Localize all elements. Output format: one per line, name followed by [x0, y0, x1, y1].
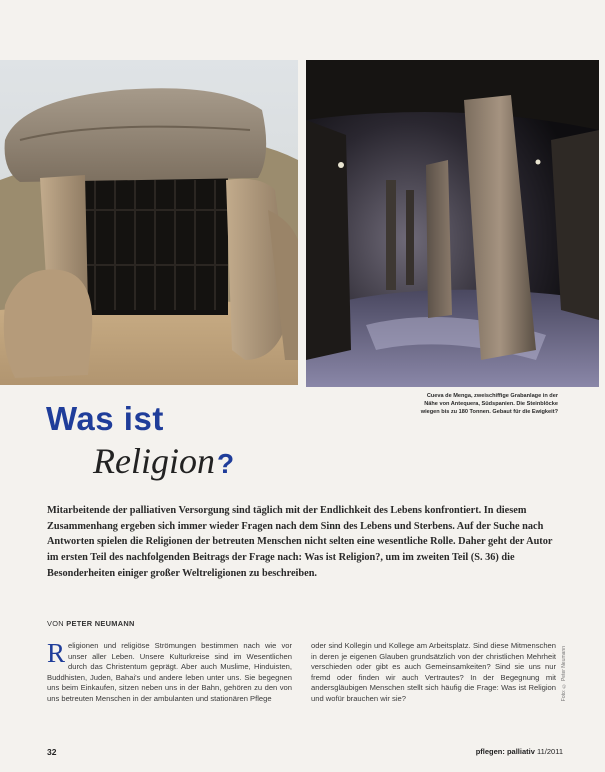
title-word-religion: Religion	[93, 441, 215, 481]
body-column-left	[47, 638, 292, 704]
publication-name: pflegen: palliativ	[475, 747, 535, 756]
body-column-right: oder sind Kollegin und Kollege am Arbeitsplatz. Sind diese Mitmenschen in deren je eigenen Glauben grundsätzlich von der christlichen Mehrheit verschieden oder gibt es auch Gemeinsamkeiten? Sind sie uns nur fremd oder finden wir auch Vertrautes? In der Begegnung mit andersgläubigen Menschen stellt sich häufig die Frage: Was ist Religion und wofür brauchen wir sie?	[311, 641, 556, 703]
dolmen-entrance-photo	[0, 60, 298, 385]
page-number: 32	[47, 747, 57, 757]
chamber-interior-photo	[306, 60, 599, 387]
byline	[47, 619, 135, 628]
issue-number: 11/2011	[537, 747, 563, 756]
title-line-1: Was ist	[46, 400, 164, 437]
photo-credit: Foto: © Peter Neumann	[561, 646, 567, 702]
byline-author: PETER NEUMANN	[66, 619, 135, 628]
title-line-2	[93, 443, 234, 479]
byline-prefix: VON	[47, 619, 64, 628]
drop-cap: R	[47, 638, 66, 668]
title-question-mark: ?	[216, 448, 235, 479]
footer-publication	[476, 747, 563, 756]
lead-paragraph: Mitarbeitende der palliativen Versorgung sind täglich mit der Endlichkeit des Lebens konfrontiert. In diesem Zusammenhang ergeben sich immer wieder Fragen nach dem Sinn des Lebens und Sterbens. Auf der Suche nach Antworten spielen die Religionen der betreuten Menschen nicht selten eine wesentliche Rolle. Daher geht der Autor im ersten Teil des nachfolgenden Beitrags der Frage nach: Was ist Religion?, um im zweiten Teil (S. 36) die Besonderheiten einiger großer Weltreligionen zu beschreiben.	[47, 505, 553, 579]
body-column-left-text: eligionen und religiöse Strömungen bestimmen nach wie vor unser aller Leben. Unsere Kulturkreise sind im Wesentlichen durch das Christentum geprägt. Aber auch Muslime, Hinduisten, Buddhisten, Juden, Bahai's und andere leben unter uns. Sie begegnen uns beim Einkaufen, sitzen neben uns in der Bahn, gehören zu den von uns betreuten Menschen in der ambulanten und stationären Pflege	[47, 641, 292, 703]
photo-caption: Cueva de Menga, zweischiffige Grabanlage in der Nähe von Antequera, Südspanien. Die Steinblöcke wiegen bis zu 180 Tonnen. Gebaut für die Ewigkeit?	[420, 393, 558, 416]
